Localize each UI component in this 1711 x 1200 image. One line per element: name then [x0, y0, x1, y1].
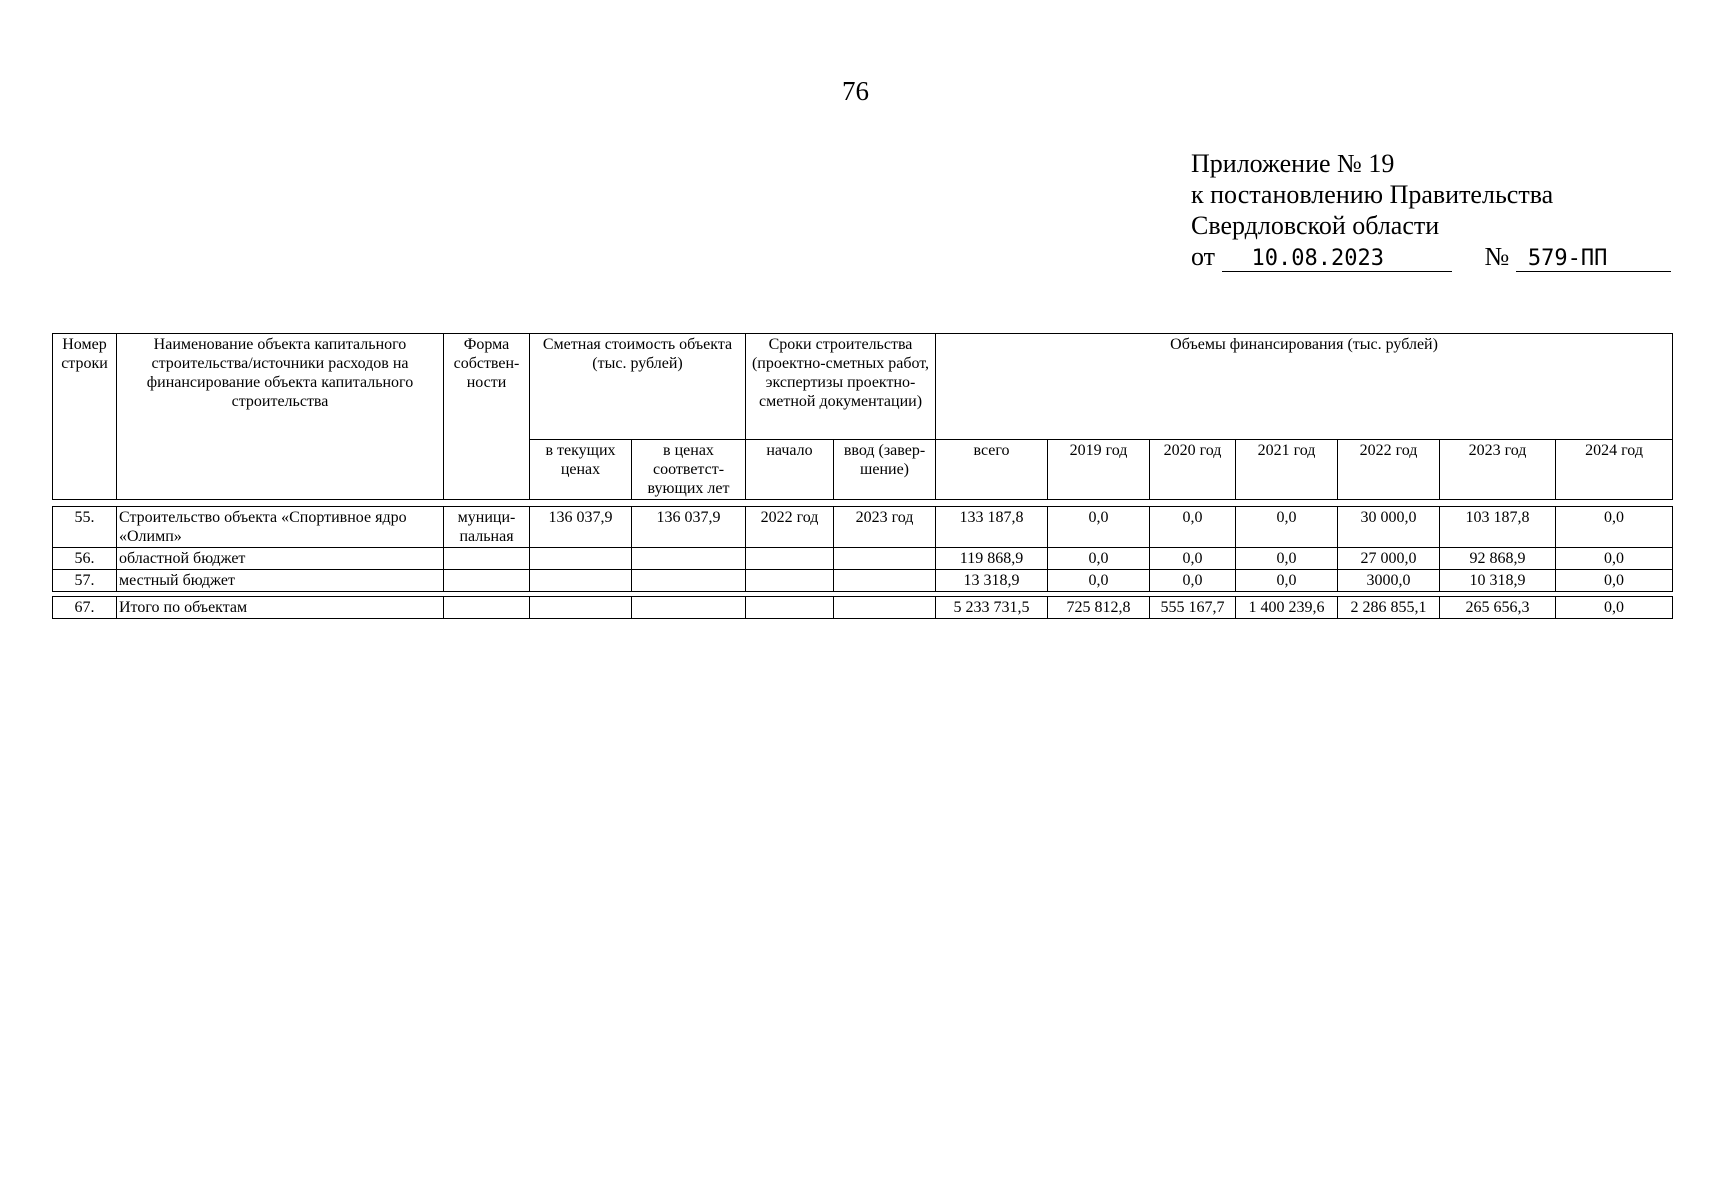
decree-date: 10.08.2023 [1222, 247, 1452, 272]
row-2019: 0,0 [1048, 548, 1150, 570]
header-object-name: Наименование объекта капитального строительства/источники расходов на финансирование объекта капитального строительства [117, 334, 444, 500]
header-respective-prices: в ценах соответст-вующих лет [632, 440, 746, 500]
table-row-total [53, 597, 1673, 619]
table-row [53, 548, 1673, 570]
row-current-cost [530, 597, 632, 619]
row-2019: 0,0 [1048, 570, 1150, 592]
row-2019: 0,0 [1048, 507, 1150, 548]
header-total: всего [936, 440, 1048, 500]
header-estimated-cost: Сметная стоимость объекта (тыс. рублей) [530, 334, 746, 440]
header-ownership: Форма собствен-ности [444, 334, 530, 500]
row-2021: 0,0 [1236, 548, 1338, 570]
table-row [53, 507, 1673, 548]
table-row [53, 570, 1673, 592]
row-respective-cost [632, 597, 746, 619]
row-total: 5 233 731,5 [936, 597, 1048, 619]
row-total: 133 187,8 [936, 507, 1048, 548]
row-2020: 0,0 [1150, 507, 1236, 548]
appendix-block [1191, 148, 1671, 272]
row-2020: 0,0 [1150, 548, 1236, 570]
row-end: 2023 год [834, 507, 936, 548]
row-start [746, 548, 834, 570]
row-number: 67. [53, 597, 117, 619]
row-number: 57. [53, 570, 117, 592]
header-2019: 2019 год [1048, 440, 1150, 500]
row-end [834, 548, 936, 570]
row-2024: 0,0 [1556, 507, 1673, 548]
row-2022: 2 286 855,1 [1338, 597, 1440, 619]
row-2022: 27 000,0 [1338, 548, 1440, 570]
row-respective-cost [632, 570, 746, 592]
row-name: Итого по объектам [117, 597, 444, 619]
header-row-number: Номер строки [53, 334, 117, 500]
row-name: местный бюджет [117, 570, 444, 592]
row-respective-cost: 136 037,9 [632, 507, 746, 548]
row-ownership [444, 548, 530, 570]
data-table [52, 506, 1673, 619]
row-2023: 10 318,9 [1440, 570, 1556, 592]
number-prefix: № [1484, 242, 1510, 271]
row-2024: 0,0 [1556, 548, 1673, 570]
row-2020: 0,0 [1150, 570, 1236, 592]
row-current-cost: 136 037,9 [530, 507, 632, 548]
row-2024: 0,0 [1556, 570, 1673, 592]
row-2021: 0,0 [1236, 570, 1338, 592]
row-current-cost [530, 570, 632, 592]
row-respective-cost [632, 548, 746, 570]
header-2020: 2020 год [1150, 440, 1236, 500]
row-end [834, 570, 936, 592]
header-2022: 2022 год [1338, 440, 1440, 500]
row-ownership: муници-пальная [444, 507, 530, 548]
row-2023: 265 656,3 [1440, 597, 1556, 619]
row-total: 119 868,9 [936, 548, 1048, 570]
appendix-title: Приложение № 19 [1191, 149, 1395, 178]
row-current-cost [530, 548, 632, 570]
header-current-prices: в текущих ценах [530, 440, 632, 500]
header-terms: Сроки строительства (проектно-сметных работ, экспертизы проектно-сметной документации) [746, 334, 936, 440]
row-2023: 92 868,9 [1440, 548, 1556, 570]
appendix-region: Свердловской области [1191, 211, 1440, 240]
header-start: начало [746, 440, 834, 500]
row-2024: 0,0 [1556, 597, 1673, 619]
row-total: 13 318,9 [936, 570, 1048, 592]
row-number: 56. [53, 548, 117, 570]
header-2024: 2024 год [1556, 440, 1673, 500]
row-start [746, 570, 834, 592]
row-name: областной бюджет [117, 548, 444, 570]
row-start: 2022 год [746, 507, 834, 548]
row-ownership [444, 570, 530, 592]
row-start [746, 597, 834, 619]
header-financing: Объемы финансирования (тыс. рублей) [936, 334, 1673, 440]
row-2020: 555 167,7 [1150, 597, 1236, 619]
header-commissioning: ввод (завер-шение) [834, 440, 936, 500]
row-end [834, 597, 936, 619]
row-number: 55. [53, 507, 117, 548]
decree-number: 579-ПП [1516, 247, 1671, 272]
header-2023: 2023 год [1440, 440, 1556, 500]
row-2021: 0,0 [1236, 507, 1338, 548]
row-ownership [444, 597, 530, 619]
row-2022: 3000,0 [1338, 570, 1440, 592]
row-2023: 103 187,8 [1440, 507, 1556, 548]
row-2019: 725 812,8 [1048, 597, 1150, 619]
row-2022: 30 000,0 [1338, 507, 1440, 548]
page-number: 76 [842, 76, 869, 106]
header-table [52, 333, 1673, 500]
date-prefix: от [1191, 242, 1216, 271]
row-name: Строительство объекта «Спортивное ядро «Олимп» [117, 507, 444, 548]
appendix-date-line [1191, 241, 1671, 272]
appendix-decree: к постановлению Правительства [1191, 180, 1554, 209]
header-2021: 2021 год [1236, 440, 1338, 500]
row-2021: 1 400 239,6 [1236, 597, 1338, 619]
